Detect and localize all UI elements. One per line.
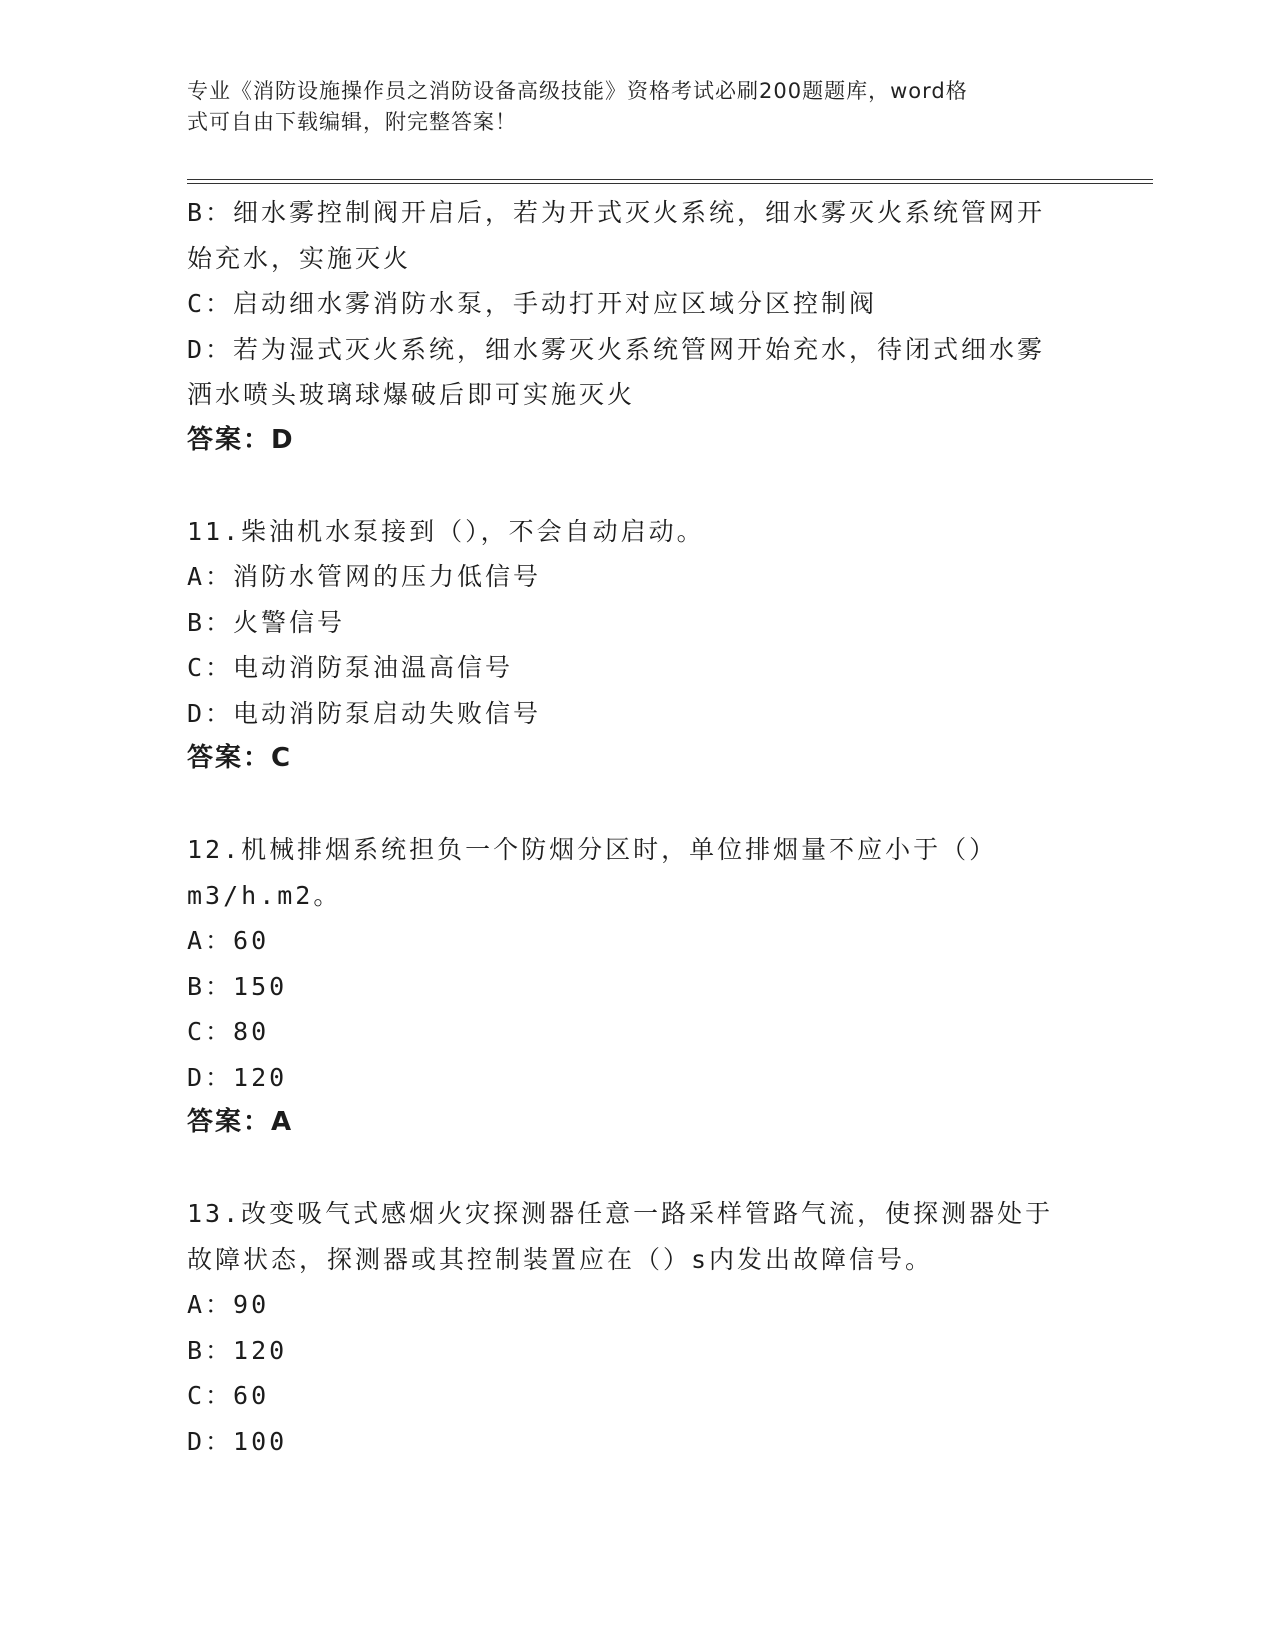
- option-d-line-2: 洒水喷头玻璃球爆破后即可实施灭火: [187, 380, 636, 409]
- option-d: D：100: [187, 1426, 288, 1456]
- header-line-1: 专业《消防设施操作员之消防设备高级技能》资格考试必刷200题题库，word格: [187, 79, 968, 103]
- option-d: D：120: [187, 1062, 288, 1092]
- option-d-line-1: D：若为湿式灭火系统，细水雾灭火系统管网开始充水，待闭式细水雾: [187, 334, 1046, 364]
- option-b-line-2: 始充水，实施灭火: [187, 243, 412, 273]
- spacer: [187, 1146, 1087, 1192]
- question-10-continued: [187, 190, 1087, 463]
- option-a: A：消防水管网的压力低信号: [187, 562, 542, 591]
- option-c: C：60: [187, 1381, 270, 1410]
- answer: 答案：D: [187, 424, 295, 455]
- header-line-2: 式可自由下载编辑，附完整答案！: [187, 110, 517, 134]
- header-divider-bottom: [187, 183, 1153, 184]
- option-d: D：电动消防泵启动失败信号: [187, 698, 542, 728]
- question-stem-line-1: 12.机械排烟系统担负一个防烟分区时，单位排烟量不应小于（）: [187, 835, 998, 864]
- option-b: B：120: [187, 1335, 288, 1365]
- document-header: [187, 76, 1067, 138]
- question-stem-line-2: 故障状态，探测器或其控制装置应在（）s内发出故障信号。: [187, 1244, 934, 1274]
- question-list: [187, 190, 1087, 1464]
- header-divider-top: [187, 179, 1153, 180]
- option-b: B：火警信号: [187, 607, 346, 637]
- option-c: C：80: [187, 1017, 270, 1046]
- option-a: A：60: [187, 926, 270, 955]
- question-stem-line-2: m3/h.m2。: [187, 880, 342, 910]
- question-11: [187, 509, 1087, 782]
- option-b-line-1: B：细水雾控制阀开启后，若为开式灭火系统，细水雾灭火系统管网开: [187, 198, 1046, 227]
- answer: 答案：A: [187, 1107, 294, 1137]
- question-stem-line-1: 13.改变吸气式感烟火灾探测器任意一路采样管路气流，使探测器处于: [187, 1199, 1054, 1228]
- question-12: [187, 827, 1087, 1146]
- answer: 答案：C: [187, 743, 293, 773]
- option-b: B：150: [187, 971, 288, 1001]
- spacer: [187, 463, 1087, 509]
- spacer: [187, 782, 1087, 828]
- option-c: C：电动消防泵油温高信号: [187, 653, 514, 682]
- option-c: C：启动细水雾消防水泵，手动打开对应区域分区控制阀: [187, 289, 878, 318]
- option-a: A：90: [187, 1290, 270, 1319]
- question-stem: 11.柴油机水泵接到（），不会自动启动。: [187, 516, 705, 546]
- question-13: [187, 1191, 1087, 1464]
